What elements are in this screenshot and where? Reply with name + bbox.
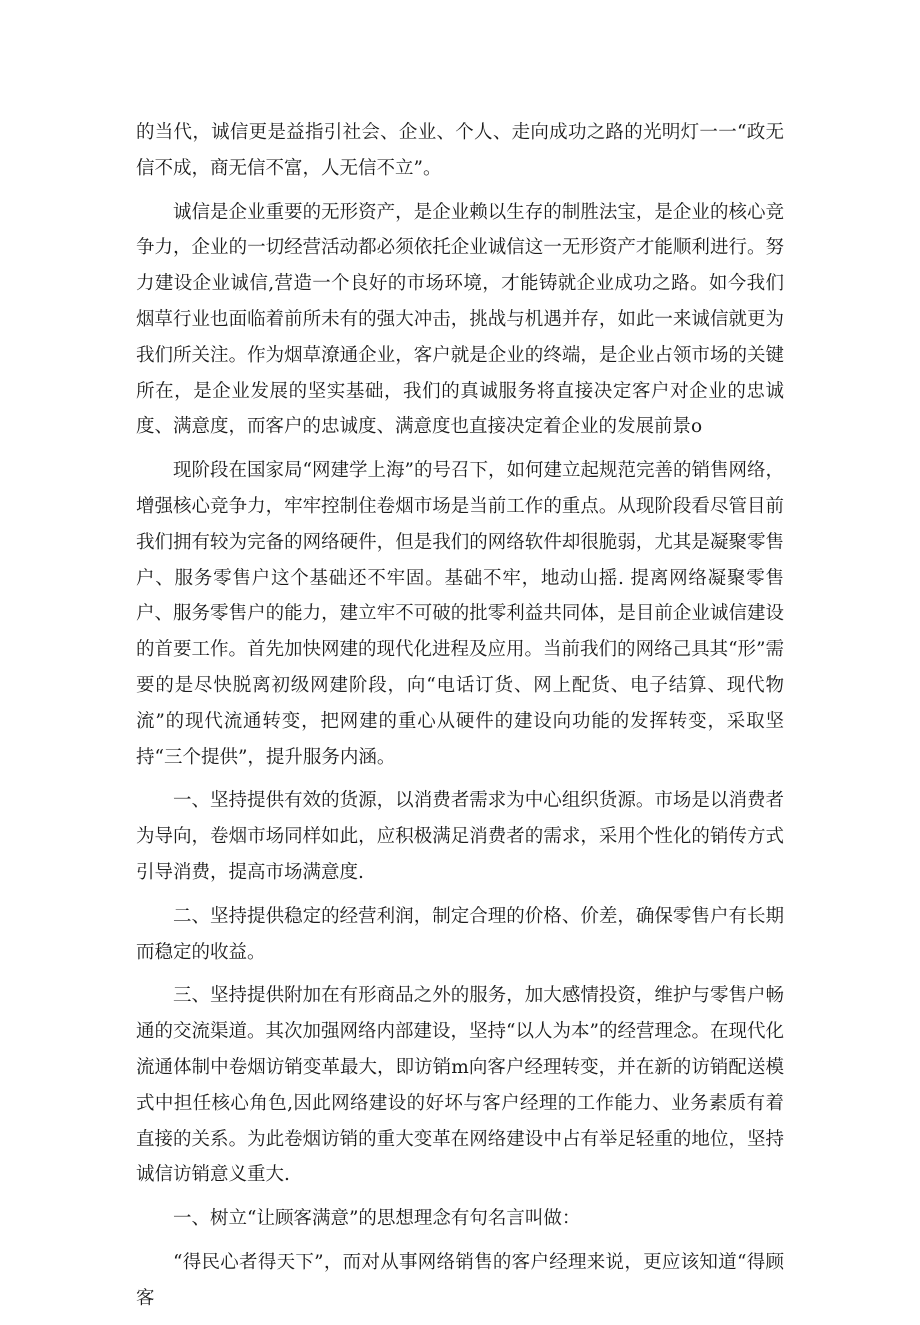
paragraph-8: “得民心者得天下”，而对从事网络销售的客户经理来说，更应该知道“得顾客 — [136, 1251, 784, 1309]
document-body — [136, 115, 784, 1325]
paragraph-3: 现阶段在国家局“网建学上海”的号召下，如何建立起规范完善的销售网络，增强核心竞争力，牢牢控制住卷烟市场是当前工作的重点。从现阶段看尽管目前我们拥有较为完备的网络硬件，但是我们的网络软件却很脆弱，尤其是凝聚零售户、服务零售户这个基础还不牢固。基础不牢，地动山摇. 提离网络凝聚零售户、服务零售户的能力，建立牢不可破的批零利益共同体，是目前企业诚信建设的首要工作。首先加快网建的现代化进程及应用。当前我们的网络己具其“形”需要的是尽快脱离初级网建阶段，向“电话订货、网上配货、电子结算、现代物流”的现代流通转变，把网建的重心从硬件的建设向功能的发挥转变，采取坚持“三个提供”，提升服务内涵。 — [136, 460, 784, 768]
paragraph-5: 二、坚持提供稳定的经营利润，制定合理的价格、价差，确保零售户有长期而稳定的收益。 — [136, 905, 784, 963]
paragraph-7: 一、树立“让顾客满意”的思想理念有句名言叫做： — [173, 1208, 581, 1230]
paragraph-4: 一、坚持提供有效的货源，以消费者需求为中心组织货源。市场是以消费者为导向，卷烟市场同样如此，应积极满足消费者的需求，采用个性化的销传方式引导消费，提高市场满意度. — [136, 790, 784, 883]
paragraph-6: 三、坚持提供附加在有形商品之外的服务，加大感情投资，维护与零售户畅通的交流渠道。其次加强网络内部建设，坚持“以人为本”的经营理念。在现代化流通体制中卷烟访销变革最大，即访销m向客户经理转变，并在新的访销配送模式中担任核心角色,因此网络建设的好坏与客户经理的工作能力、业务素质有着直接的关系。为此卷烟访销的重大变革在网络建设中占有举足轻重的地位，坚持诚信访销意义重大. — [136, 985, 784, 1186]
paragraph-1: 的当代，诚信更是益指引社会、企业、个人、走向成功之路的光明灯一一“政无信不成，商无信不富，人无信不立”。 — [136, 122, 784, 179]
paragraph-2: 诚信是企业重要的无形资产，是企业赖以生存的制胜法宝，是企业的核心竞争力，企业的一切经营活动都必须依托企业诚信这一无形资产才能顺利进行。努力建设企业诚信,营造一个良好的市场环境，才能铸就企业成功之路。如今我们烟草行业也面临着前所未有的强大冲击，挑战与机遇并存，如此一来诚信就更为我们所关注。作为烟草潦通企业，客户就是企业的终端，是企业占领市场的关键所在，是企业发展的坚实基础，我们的真诚服务将直接决定客户对企业的忠诚度、满意度，而客户的忠诚度、满意度也直接决定着企业的发展前景o — [136, 201, 784, 438]
